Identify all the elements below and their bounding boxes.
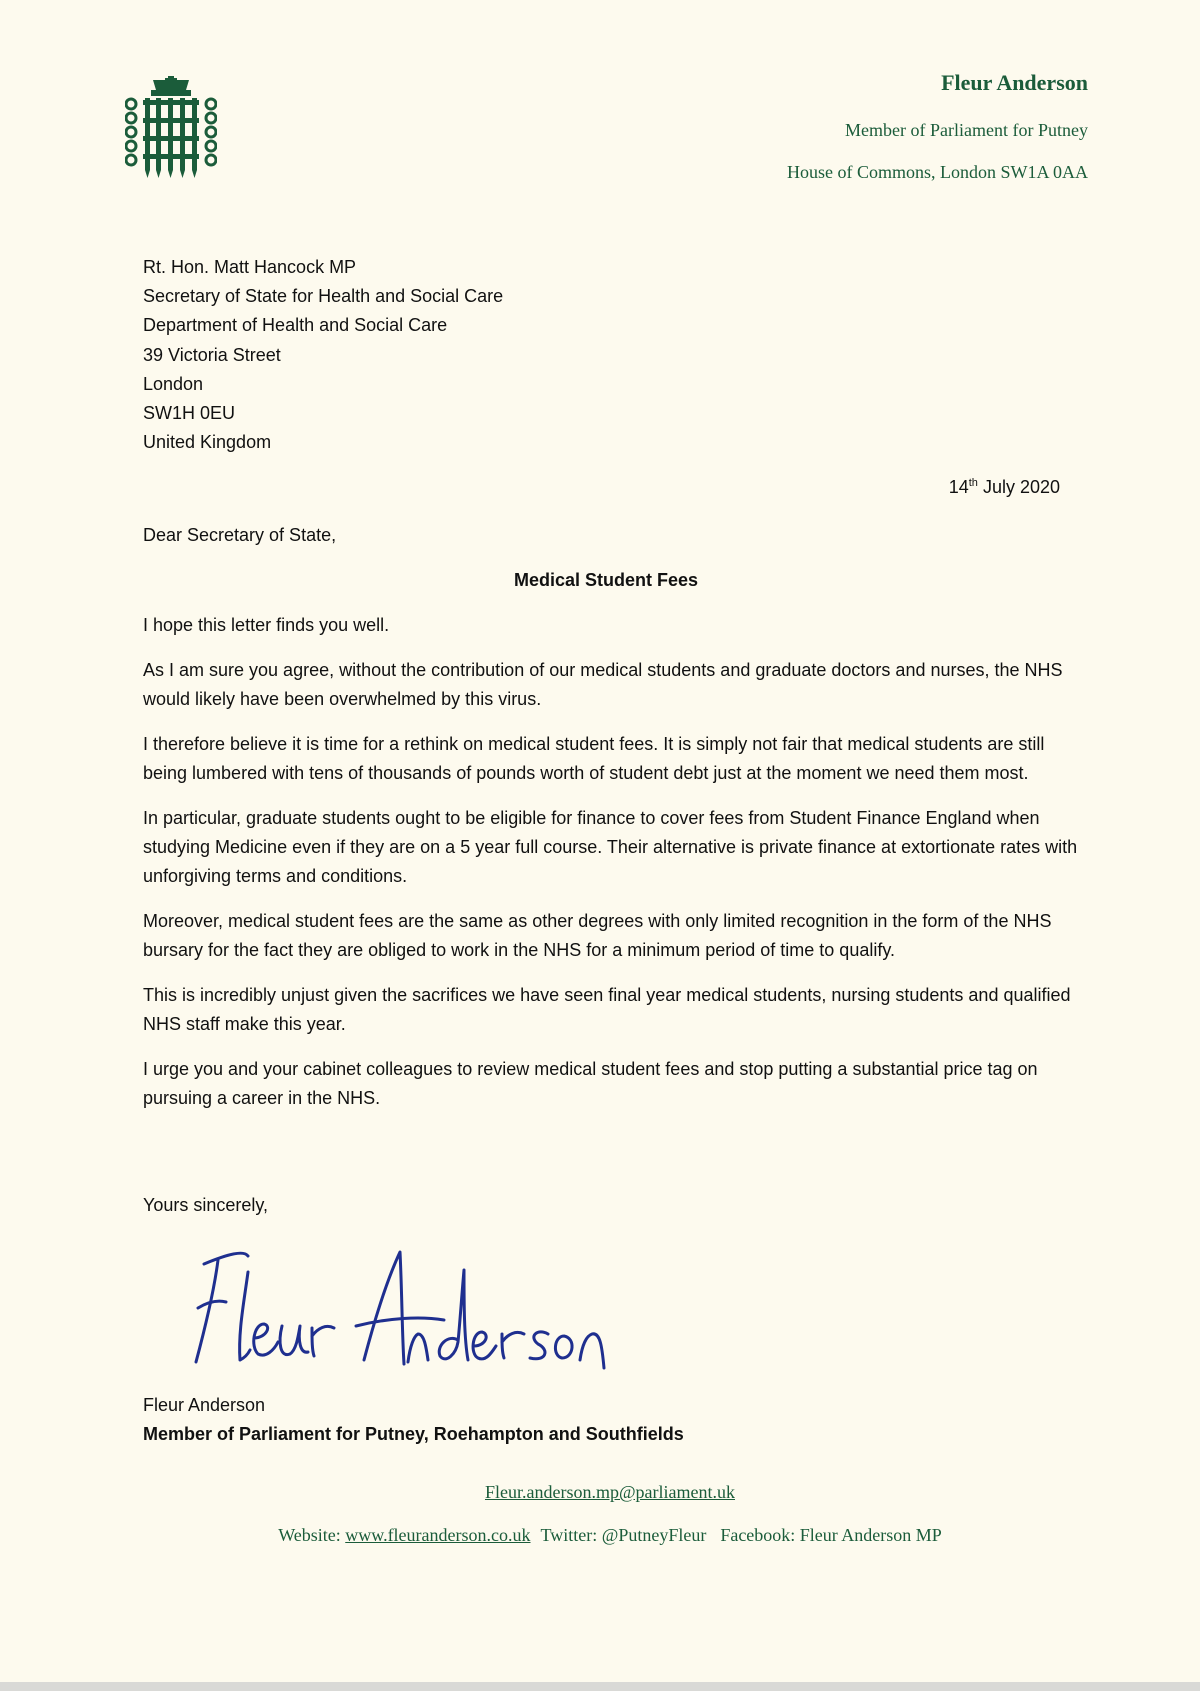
recipient-line: United Kingdom — [143, 432, 272, 453]
body-paragraph: This is incredibly unjust given the sacrifices we have seen final year medical students, nursing students and qualified NHS staff make this year. — [143, 985, 1071, 1034]
recipient-line: Rt. Hon. Matt Hancock MP — [143, 257, 357, 277]
recipient-line: SW1H 0EU — [143, 402, 236, 423]
salutation: Dear Secretary of State, — [143, 525, 337, 545]
handwritten-signature — [188, 1242, 658, 1372]
body-paragraph: In particular, graduate students ought to be eligible for finance to cover fees from Student Finance England when studying Medicine even if they are on a 5 year full course. Their alternative is private finance at extortionate rates with unforgiving terms and conditions. — [143, 808, 1078, 886]
date-suffix: th — [968, 477, 978, 489]
letter-body — [143, 611, 1078, 1129]
page-bottom-edge — [0, 1682, 1200, 1691]
letter-date — [949, 473, 1060, 502]
website-label: Website: — [278, 1525, 341, 1545]
recipient-address — [143, 253, 763, 457]
portcullis-icon — [125, 76, 217, 180]
twitter-handle: Twitter: @PutneyFleur — [540, 1525, 707, 1545]
signer-name: Fleur Anderson — [143, 1395, 266, 1415]
body-paragraph: Moreover, medical student fees are the same as other degrees with only limited recognition in the form of the NHS bursary for the fact they are obliged to work in the NHS for a minimum period of time to qualify. — [143, 911, 1052, 960]
letterhead-role: Member of Parliament for Putney — [845, 120, 1088, 140]
letterhead-address: House of Commons, London SW1A 0AA — [787, 162, 1088, 182]
closing: Yours sincerely, — [143, 1195, 269, 1215]
email-link[interactable]: Fleur.anderson.mp@parliament.uk — [484, 1482, 736, 1502]
footer-email-line — [0, 1482, 1200, 1503]
recipient-line: 39 Victoria Street — [143, 344, 281, 365]
recipient-line: Secretary of State for Health and Social Care — [143, 286, 504, 307]
date-day: 14 — [948, 477, 969, 497]
footer-contact-line — [0, 1525, 1200, 1546]
date-month-year: July 2020 — [977, 477, 1060, 497]
body-paragraph: As I am sure you agree, without the contribution of our medical students and graduate doctors and nurses, the NHS would likely have been overwhelmed by this virus. — [143, 660, 1063, 709]
website-link[interactable]: www.fleuranderson.co.uk — [345, 1525, 531, 1545]
body-paragraph: I hope this letter finds you well. — [143, 615, 390, 635]
letterhead — [787, 68, 1088, 183]
recipient-line: London — [143, 373, 204, 394]
body-paragraph: I urge you and your cabinet colleagues to review medical student fees and stop putting a substantial price tag on pursuing a career in the NHS. — [143, 1059, 1038, 1108]
signer-title: Member of Parliament for Putney, Roehampton and Southfields — [143, 1424, 684, 1444]
recipient-line: Department of Health and Social Care — [143, 315, 448, 336]
facebook-page: Facebook: Fleur Anderson MP — [720, 1525, 942, 1545]
body-paragraph: I therefore believe it is time for a rethink on medical student fees. It is simply not fair that medical students are still being lumbered with tens of thousands of pounds worth of student debt just at the moment we need them most. — [143, 734, 1045, 783]
subject-heading: Medical Student Fees — [513, 570, 699, 590]
letterhead-name: Fleur Anderson — [941, 70, 1088, 95]
